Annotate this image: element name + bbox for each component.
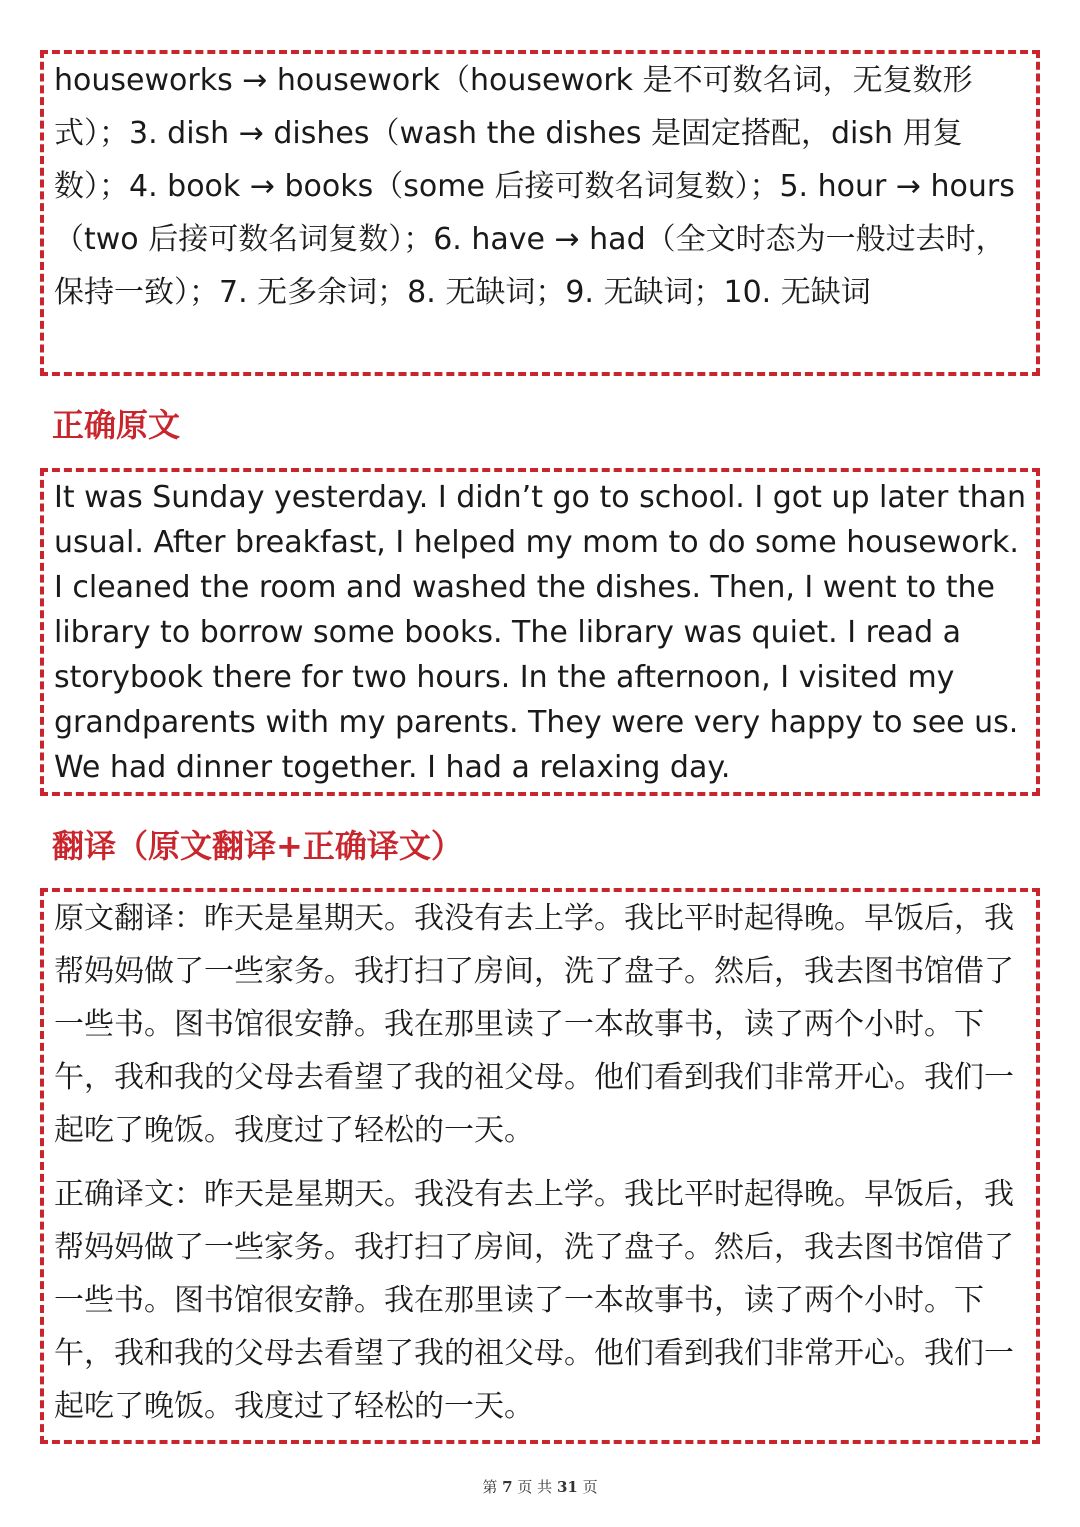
correction-text: houseworks → housework（housework 是不可数名词，无复数形式）；3. dish → dishes（wash the dishes 是固定搭配，dish 用复数）；4. book → books（some 后接可数名词复数）；5. hour → hours（two 后接可数名词复数）；6. have → had（全文时态为一般过去时，保持一致）；7. 无多余词；8. 无缺词；9. 无缺词；10. 无缺词: [54, 63, 1015, 310]
original-translation-paragraph: 原文翻译：昨天是星期天。我没有去上学。我比平时起得晚。早饭后，我帮妈妈做了一些家务。我打扫了房间，洗了盘子。然后，我去图书馆借了一些书。图书馆很安静。我在那里读了一本故事书，读了两个小时。下午，我和我的父母去看望了我的祖父母。他们看到我们非常开心。我们一起吃了晚饭。我度过了轻松的一天。: [54, 901, 1014, 1148]
footer-total-pages: 31: [556, 1478, 578, 1496]
footer-page-number: 7: [502, 1478, 513, 1496]
page-footer: [0, 1476, 1080, 1497]
correction-box: [40, 50, 1040, 376]
footer-suffix: 页: [582, 1478, 598, 1496]
correct-translation-paragraph: 正确译文：昨天是星期天。我没有去上学。我比平时起得晚。早饭后，我帮妈妈做了一些家务。我打扫了房间，洗了盘子。然后，我去图书馆借了一些书。图书馆很安静。我在那里读了一本故事书，读了两个小时。下午，我和我的父母去看望了我的祖父母。他们看到我们非常开心。我们一起吃了晚饭。我度过了轻松的一天。: [54, 1177, 1014, 1424]
original-text-heading: 正确原文: [52, 406, 181, 444]
original-text-paragraph: It was Sunday yesterday. I didn’t go to school. I got up later than usual. After breakfast, I helped my mom to do some housework. I cleaned the room and washed the dishes. Then, I went to the library to borrow some books. The library was quiet. I read a storybook there for two hours. In the afternoon, I visited my grandparents with my parents. They were very happy to see us. We had dinner together. I had a relaxing day.: [54, 480, 1027, 785]
translation-box: [40, 888, 1040, 1444]
footer-prefix: 第: [482, 1478, 498, 1496]
translation-heading: 翻译（原文翻译+正确译文）: [52, 827, 463, 865]
original-text-box: [40, 468, 1040, 796]
footer-middle: 页 共: [517, 1478, 553, 1496]
